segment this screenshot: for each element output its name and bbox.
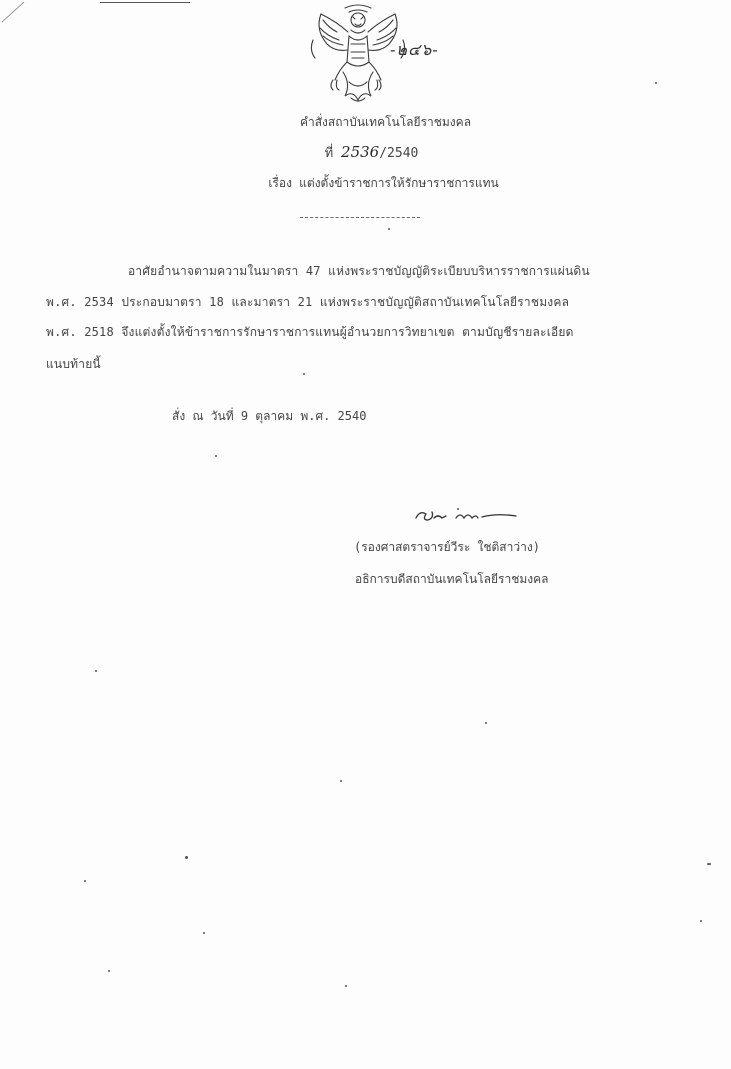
signer-title: อธิการบดีสถาบันเทคโนโลยีราชมงคล	[355, 572, 549, 586]
body-line: แนบท้ายนี้	[46, 357, 101, 371]
subject-text: แต่งตั้งข้าราชการให้รักษาราชการแทน	[299, 176, 499, 190]
scan-speck	[95, 670, 97, 672]
order-number-prefix: ที่	[324, 146, 334, 161]
corner-scan-mark	[0, 0, 40, 40]
scan-speck	[303, 373, 305, 375]
scan-speck	[108, 970, 110, 972]
order-number-year: /2540	[379, 146, 419, 161]
subject-label: เรื่อง	[268, 176, 292, 190]
body-line: พ.ศ. 2518 จึงแต่งตั้งให้ข้าราชการรักษาราชการแทนผู้อำนวยการวิทยาเขต ตามบัญชีรายละเอียด	[46, 325, 574, 339]
date-line: สั่ง ณ วันที่ 9 ตุลาคม พ.ศ. 2540	[172, 409, 367, 423]
scan-speck	[457, 508, 459, 510]
order-number-handwritten: 2536	[341, 143, 380, 161]
top-rule	[100, 2, 190, 3]
scan-speck	[84, 880, 86, 882]
order-number	[6, 142, 731, 163]
scan-speck	[707, 863, 711, 865]
scan-speck	[700, 920, 702, 922]
handwritten-signature	[412, 504, 522, 528]
body-line: อาศัยอำนาจตามความในมาตรา 47 แห่งพระราชบัญญัติระเบียบบริหารราชการแผ่นดิน	[128, 264, 590, 278]
scan-speck	[388, 228, 390, 230]
subject-line	[18, 174, 731, 193]
scan-speck	[655, 82, 657, 84]
scan-speck	[185, 856, 188, 859]
scan-speck	[215, 455, 217, 457]
scan-speck	[340, 780, 342, 782]
scan-speck	[203, 932, 205, 934]
issuer-line: คำสั่งสถาบันเทคโนโลยีราชมงคล	[299, 115, 472, 129]
scan-speck	[485, 722, 487, 724]
header-separator	[300, 217, 420, 218]
signer-name: (รองศาสตราจารย์วีระ ใชติสาว่าง)	[354, 540, 540, 554]
page-number: -๒๔๖-	[390, 40, 439, 59]
body-line: พ.ศ. 2534 ประกอบมาตรา 18 และมาตรา 21 แห่งพระราชบัญญัติสถาบันเทคโนโลยีราชมงคล	[46, 295, 570, 309]
scan-speck	[345, 985, 347, 987]
